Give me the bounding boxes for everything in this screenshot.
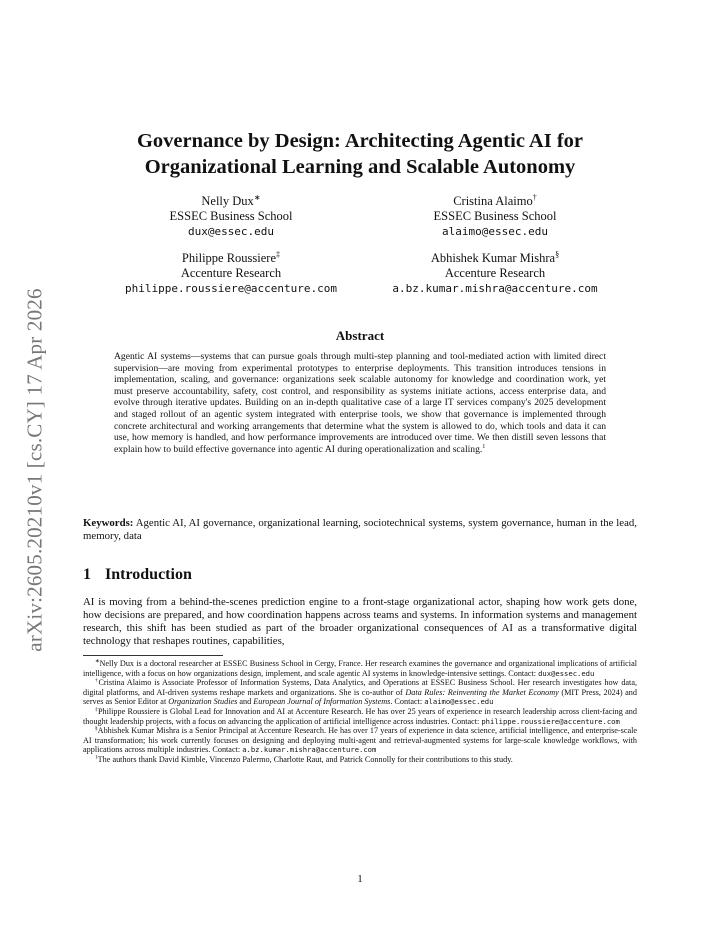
- keywords: [83, 517, 637, 543]
- arxiv-id-text: arXiv:2605.20210v1 [cs.CY] 17 Apr 2026: [22, 288, 47, 652]
- author-affiliation: Accenture Research: [180, 266, 282, 280]
- author-mark: †: [532, 192, 537, 202]
- footnote-email[interactable]: a.bz.kumar.mishra@accenture.com: [242, 745, 377, 755]
- author-affiliation: ESSEC Business School: [433, 209, 557, 223]
- abstract-body: [114, 351, 606, 455]
- author-block-2: [345, 194, 645, 239]
- author-mark: §: [555, 249, 560, 259]
- author-affiliation: ESSEC Business School: [169, 209, 293, 223]
- author-email[interactable]: alaimo@essec.edu: [442, 225, 548, 238]
- footnote-email[interactable]: philippe.roussiere@accenture.com: [481, 716, 620, 726]
- author-name: Nelly Dux: [201, 194, 254, 208]
- author-name: Philippe Roussiere: [181, 251, 277, 265]
- abstract-footnote-mark: 1: [482, 442, 486, 450]
- paper-title: [80, 128, 640, 180]
- author-email[interactable]: dux@essec.edu: [187, 225, 275, 238]
- footnote-4: §Abhishek Kumar Mishra is a Senior Principal at Accenture Research. He has over 17 years of experience in data science, artificial intelligence, and enterprise-scale AI transformation; his work currently focuses on designing and deploying multi-agent and retrieval-augmented systems for large-scale knowledge workflows, with applications across multiple industries. Contact: a.bz.kumar.mishra@accenture.com: [83, 725, 637, 755]
- author-block-3: [81, 251, 381, 296]
- author-email[interactable]: philippe.roussiere@accenture.com: [125, 282, 337, 295]
- section-title: Introduction: [105, 566, 192, 583]
- author-mark: ∗: [253, 192, 261, 202]
- title-line-2: Organizational Learning and Scalable Autonomy: [144, 156, 576, 178]
- keywords-label: Keywords:: [83, 517, 134, 529]
- intro-paragraph: AI is moving from a behind-the-scenes prediction engine to a front-stage organizational actor, shaping how work gets done, how decisions are prepared, and how coordination happens across teams and systems. In information systems and management research, this shift has been studied as part of the broader organizational consequences of AI as a transformative digital technology that reshapes routines, capabilities,: [83, 596, 637, 647]
- footnote-3: ‡Philippe Roussiere is Global Lead for Innovation and AI at Accenture Research. He has over 25 years of experience in research leadership across client-facing and thought leadership projects, with a focus on advancing the application of artificial intelligence across industries. Contact: philippe.roussiere@accenture.com: [83, 706, 637, 726]
- keywords-text: Agentic AI, AI governance, organizational learning, sociotechnical systems, system governance, human in the lead, memory, data: [83, 517, 637, 542]
- footnote-5: $^1$The authors thank David Kimble, Vincenzo Palermo, Charlotte Raut, and Patrick Connolly for their contributions to this study.: [95, 754, 513, 764]
- page-number: 1: [357, 873, 363, 885]
- section-number: 1: [83, 566, 91, 583]
- author-block-4: [345, 251, 645, 296]
- footnote-email[interactable]: alaimo@essec.edu: [424, 697, 494, 707]
- arxiv-sidebar-identifier: [22, 260, 48, 680]
- author-block-1: [81, 194, 381, 239]
- section-heading: [83, 566, 192, 584]
- author-name: Cristina Alaimo: [453, 194, 533, 208]
- title-line-1: Governance by Design: Architecting Agentic AI for: [136, 130, 583, 152]
- author-name: Abhishek Kumar Mishra: [430, 251, 556, 265]
- footnote-2: †Cristina Alaimo is Associate Professor of Information Systems, Data Analytics, and Operations at ESSEC Business School. Her research investigates how data, digital platforms, and AI-driven systems reshape markets and organizations. She is co-author of Data Rules: Reinventing the Market Economy (MIT Press, 2024) and serves as Senior Editor at Organization Studies and European Journal of Information Systems. Contact: alaimo@essec.edu: [83, 677, 637, 707]
- abstract-heading: Abstract: [335, 328, 385, 343]
- author-mark: ‡: [276, 249, 281, 259]
- author-email[interactable]: a.bz.kumar.mishra@accenture.com: [392, 282, 598, 295]
- footnote-1: ∗Nelly Dux is a doctoral researcher at ESSEC Business School in Cergy, France. Her research examines the governance and organizational implications of artificial intelligence, with a focus on how organizations design, implement, and scale agentic AI systems in knowledge-intensive settings. Contact: dux@essec.edu: [83, 658, 637, 678]
- footnote-email[interactable]: dux@essec.edu: [538, 668, 595, 678]
- abstract-text: Agentic AI systems—systems that can pursue goals through multi-step planning and tool-mediated action with limited direct supervision—are moving from experimental prototypes to enterprise deployments. This transition introduces tensions in implementation, scaling, and governance: organizations seek scalable autonomy for knowledge and coordination work, yet must preserve accountability, safety, cost control, and responsibility as systems initiate actions, access enterprise data, and evolve through iterative updates. Building on an in-depth qualitative case of a large IT services company's 2025 development and staged rollout of an agentic system integrated with enterprise tools, we show that governance is implemented through concrete architectural and working arrangements that determine what the system is allowed to do, which tools and data it can use, how memory is handled, and how performance improvements are introduced over time. We then distill seven lessons that explain how to build effective governance into agentic AI during operationalization and scaling.: [114, 351, 606, 455]
- footnote-rule: [83, 655, 223, 656]
- footnotes: [83, 659, 637, 765]
- author-affiliation: Accenture Research: [444, 266, 546, 280]
